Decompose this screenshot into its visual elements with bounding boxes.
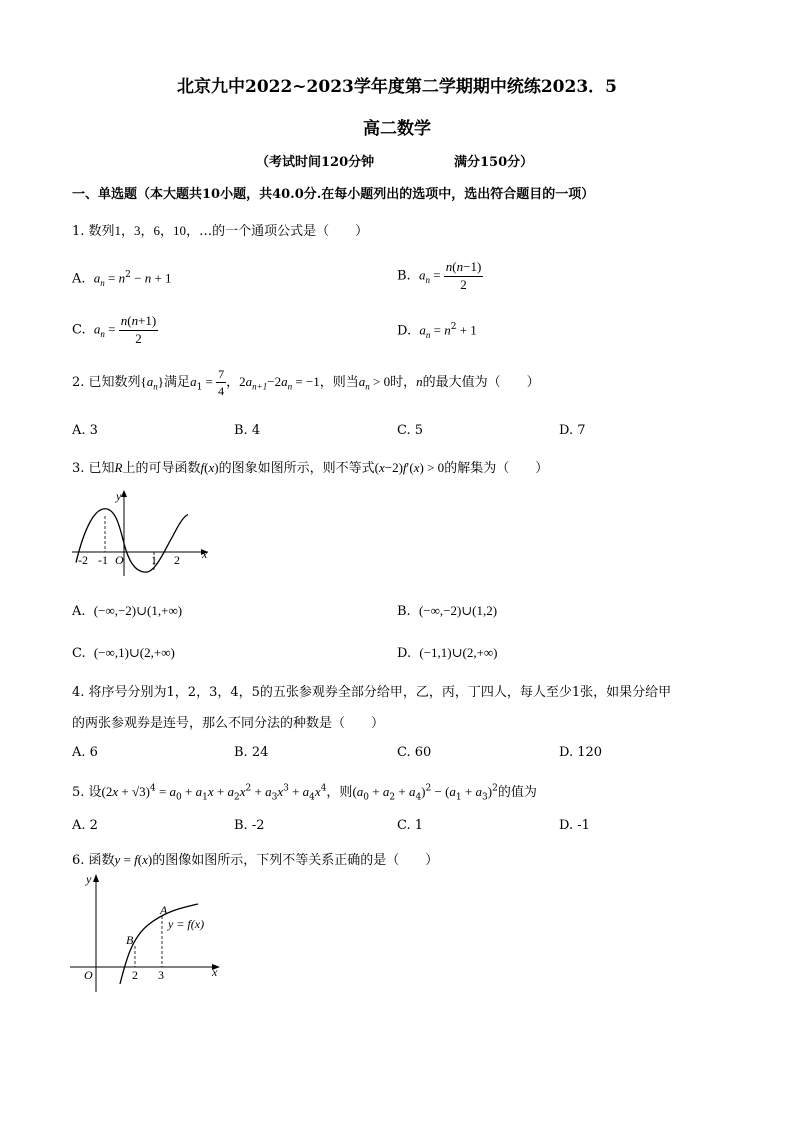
q3-x-label: x [202, 547, 208, 561]
q6-point-b-label: B [126, 933, 134, 947]
q3-origin-label: O [115, 553, 124, 567]
q6-tick-label: 3 [158, 968, 164, 982]
q2-option-d: D. 7 [559, 423, 586, 438]
question-4-line-2: 的两张参观券是连号，那么不同分法的种数是（ ） [72, 716, 385, 731]
q5-option-d: D. -1 [559, 818, 590, 833]
q3-function-graph [68, 486, 218, 580]
q3-tick-label: -1 [98, 553, 108, 567]
question-3: 3. 已知R上的可导函数f(x)的图象如图所示，则不等式(x−2)f′(x) > 0的解集为（ ） [72, 460, 549, 476]
q6-y-label: y [86, 872, 92, 886]
q6-curve-label: y = f(x) [168, 917, 205, 931]
q2-option-c: C. 5 [397, 423, 424, 438]
q3-option-d: D. (−1,1)∪(2,+∞) [397, 645, 498, 661]
q1-option-b: B. $a_n$ = $\frac{n(n-1)}{2}$ [397, 259, 482, 292]
q3-tick-label: 2 [174, 553, 180, 567]
subject-title: 高二数学 [363, 119, 431, 139]
exam-time: （考试时间120分钟 [256, 155, 375, 170]
q4-option-d: D. 120 [559, 745, 603, 760]
q1-option-a: A. $a_n = n^2 - n + 1$ [72, 270, 172, 288]
q3-option-a: A. (−∞,−2)∪(1,+∞) [72, 603, 183, 619]
q3-option-b: B. (−∞,−2)∪(1,2) [397, 603, 498, 619]
q5-option-a: A. 2 [72, 818, 98, 833]
question-1: 1. 数列1，3，6，10，…的一个通项公式是（ ） [72, 223, 369, 239]
q4-option-c: C. 60 [397, 745, 432, 760]
q3-y-label: y [116, 489, 122, 503]
q3-option-c: C. (−∞,1)∪(2,+∞) [72, 645, 175, 661]
q6-function-graph [68, 868, 238, 996]
q3-tick-label: -2 [78, 553, 88, 567]
q3-tick-label: 1 [151, 553, 157, 567]
q2-option-b: B. 4 [234, 423, 261, 438]
q5-option-b: B. -2 [234, 818, 265, 833]
q6-point-a-label: A [160, 903, 168, 917]
q4-option-b: B. 24 [234, 745, 269, 760]
question-2: 2. 已知数列$\{a_n\}$满足$a_1$ = $\frac{7}{4}$ ，$2a_{n+1}-2a_n = -1$，则当$a_n > 0$时，n的最大值为（ ） [72, 367, 540, 398]
exam-title: 北京九中2022~2023学年度第二学期期中统练2023．5 [176, 77, 617, 97]
question-5: 5. 设$(2x + √3)^4 = a_0 + a_1x + a_2x^2 + a_3x^3 + a_4x^4$，则$(a_0 + a_2 + a_4)^2 - (a_1 + a_3)^2$的值为 [72, 783, 537, 803]
q6-x-label: x [212, 965, 218, 979]
question-4-line-1: 4. 将序号分别为1，2，3，4，5的五张参观券全部分给甲，乙，丙，丁四人，每人至少1张，如果分给甲 [72, 685, 672, 700]
q5-option-c: C. 1 [397, 818, 424, 833]
q4-option-a: A. 6 [72, 745, 98, 760]
q6-origin-label: O [84, 968, 93, 982]
q1-option-d: D. $a_n = n^2 + 1$ [397, 322, 477, 340]
question-6: 6. 函数y = f(x)的图像如图所示，下列不等关系正确的是（ ） [72, 852, 439, 868]
full-score: 满分150分） [454, 155, 534, 170]
section-heading: 一、单选题（本大题共10小题，共40.0分.在每小题列出的选项中，选出符合题目的一项） [72, 187, 595, 202]
q6-tick-label: 2 [132, 968, 138, 982]
q1-option-c: C. $a_n$ = $\frac{n(n+1)}{2}$ [72, 313, 157, 346]
q2-option-a: A. 3 [72, 423, 98, 438]
